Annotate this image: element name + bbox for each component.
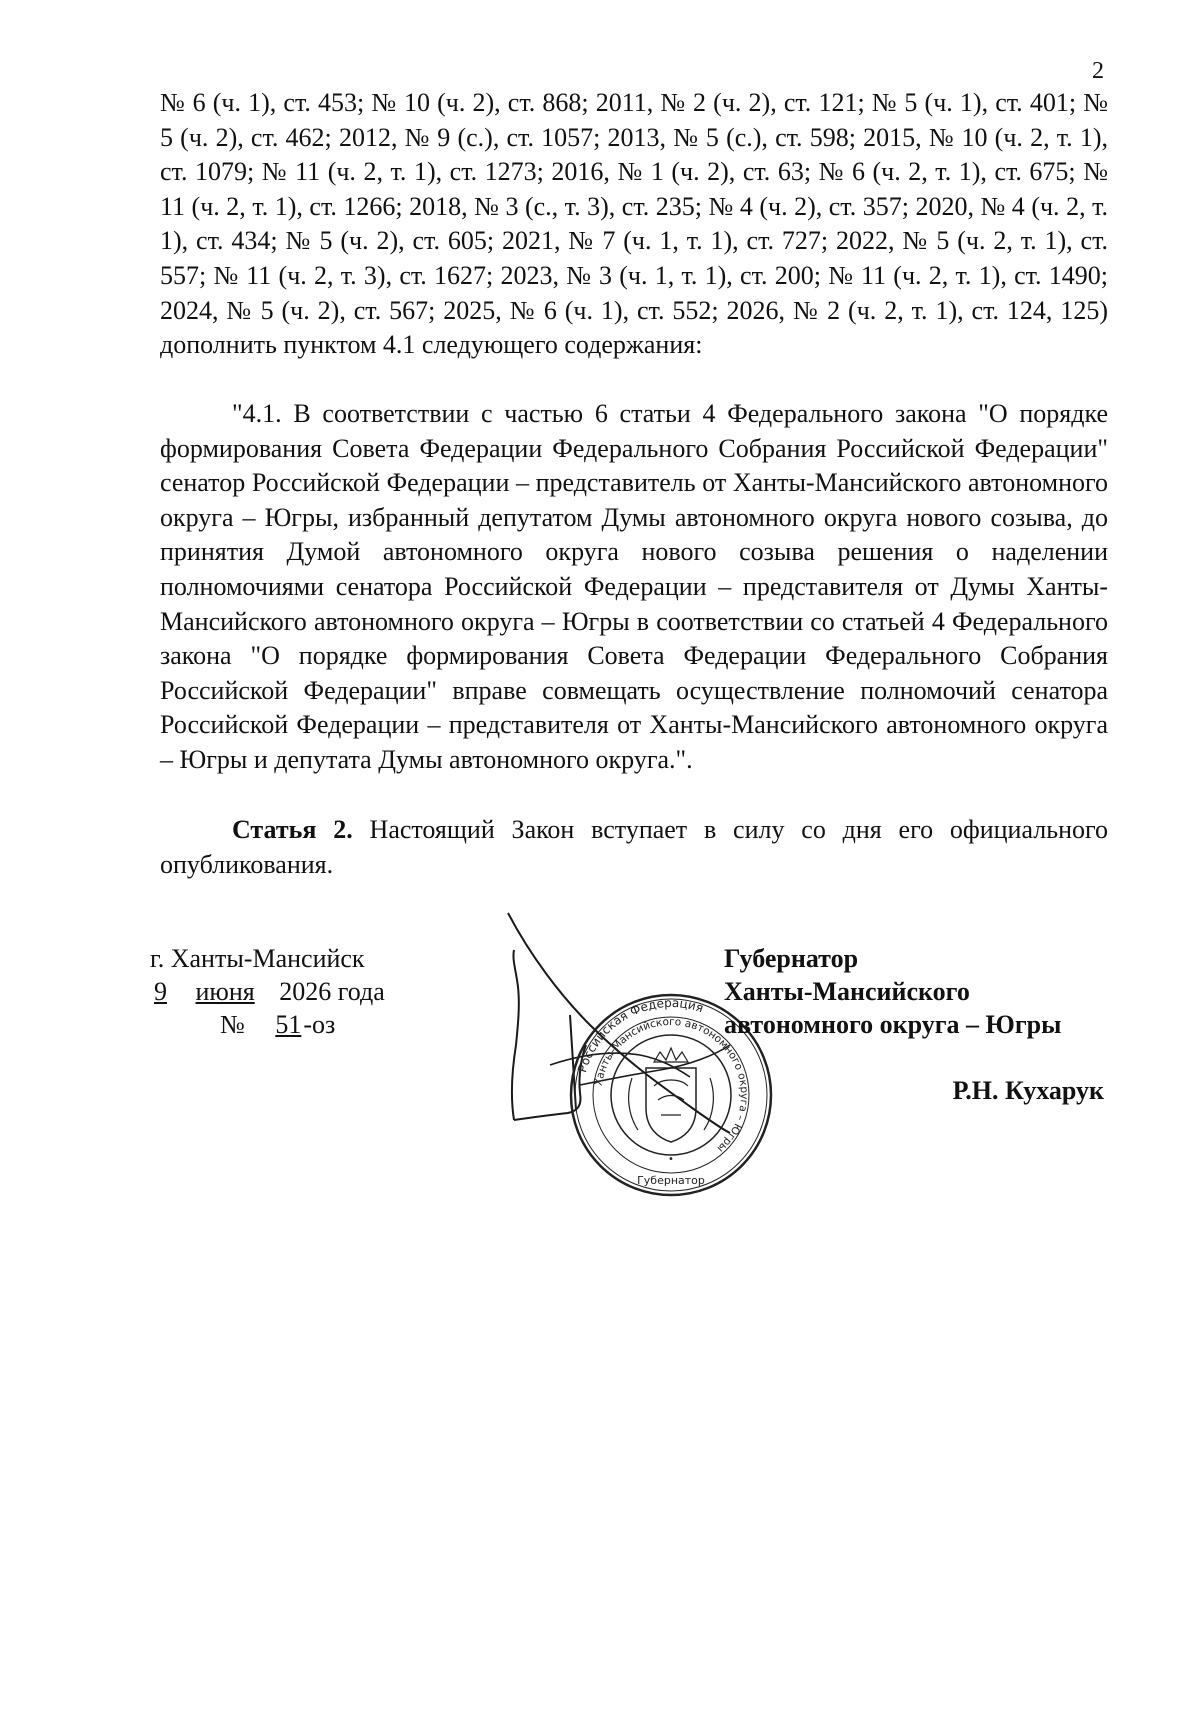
date-year: 2026 года bbox=[279, 977, 385, 1006]
date-day: 9 bbox=[154, 977, 167, 1006]
seal-outer-text: Российская Федерация bbox=[575, 995, 706, 1075]
seal-star-mark: • bbox=[668, 1154, 674, 1165]
seal-inner-text: Ханты-Мансийского автономного округа – Югры bbox=[592, 1015, 751, 1155]
page-number: 2 bbox=[1092, 58, 1104, 84]
governor-title-block bbox=[724, 942, 1061, 1041]
city-line: г. Ханты-Мансийск bbox=[150, 944, 365, 973]
governor-title-line-1: Губернатор bbox=[724, 944, 859, 973]
governor-name: Р.Н. Кухарук bbox=[952, 1076, 1104, 1105]
law-number-suffix: -оз bbox=[303, 1010, 336, 1039]
seal-bottom-text: Губернатор bbox=[637, 1174, 705, 1187]
law-number-prefix: № bbox=[220, 1010, 245, 1039]
law-number: 51 bbox=[275, 1010, 302, 1039]
governor-title-line-2: Ханты-Мансийского bbox=[724, 977, 970, 1006]
amendment-text-paragraph: "4.1. В соответствии с частью 6 статьи 4 Федерального закона "О порядке формирования Совета Федерации Федерального Собрания Российской Федерации" сенатор Российской Федерации – представитель от Ханты-Мансийского автономного округа – Югры, избранный депутатом Думы автономного округа нового созыва, до принятия Думой автономного округа нового созыва решения о наделении полномочиями сенатора Российской Федерации – представителя от Думы Ханты-Мансийского автономного округа – Югры в соответствии со статьей 4 Федерального закона "О порядке формирования Совета Федерации Федерального Собрания Российской Федерации" вправе совмещать осуществление полномочий сенатора Российской Федерации – представителя от Ханты-Мансийского автономного округа – Югры и депутата Думы автономного округа.". bbox=[160, 399, 1108, 774]
article-2-text: Настоящий Закон вступает в силу со дня его официального опубликования. bbox=[160, 815, 1109, 879]
article-2-paragraph bbox=[160, 813, 1108, 882]
place-date-block bbox=[150, 942, 385, 1041]
article-2-heading: Статья 2. bbox=[232, 815, 353, 844]
governor-title-line-3: автономного округа – Югры bbox=[724, 1010, 1062, 1039]
date-month: июня bbox=[195, 977, 255, 1006]
references-paragraph: № 6 (ч. 1), ст. 453; № 10 (ч. 2), ст. 868; 2011, № 2 (ч. 2), ст. 121; № 5 (ч. 1), ст. 401; № 5 (ч. 2), ст. 462; 2012, № 9 (с.), ст. 1057; 2013, № 5 (с.), ст. 598; 2015, № 10 (ч. 2, т. 1), ст. 1079; № 11 (ч. 2, т. 1), ст. 1273; 2016, № 1 (ч. 2), ст. 63; № 6 (ч. 2, т. 1), ст. 675; № 11 (ч. 2, т. 1), ст. 1266; 2018, № 3 (с., т. 3), ст. 235; № 4 (ч. 2), ст. 357; 2020, № 4 (ч. 2, т. 1), ст. 434; № 5 (ч. 2), ст. 605; 2021, № 7 (ч. 1, т. 1), ст. 727; 2022, № 5 (ч. 2, т. 1), ст. 557; № 11 (ч. 2, т. 3), ст. 1627; 2023, № 3 (ч. 1, т. 1), ст. 200; № 11 (ч. 2, т. 1), ст. 1490; 2024, № 5 (ч. 2), ст. 567; 2025, № 6 (ч. 1), ст. 552; 2026, № 2 (ч. 2, т. 1), ст. 124, 125) дополнить пунктом 4.1 следующего содержания: bbox=[160, 88, 1108, 360]
coat-of-arms-icon bbox=[629, 1048, 714, 1142]
law-number-line bbox=[150, 1008, 385, 1041]
date-line bbox=[150, 975, 385, 1008]
